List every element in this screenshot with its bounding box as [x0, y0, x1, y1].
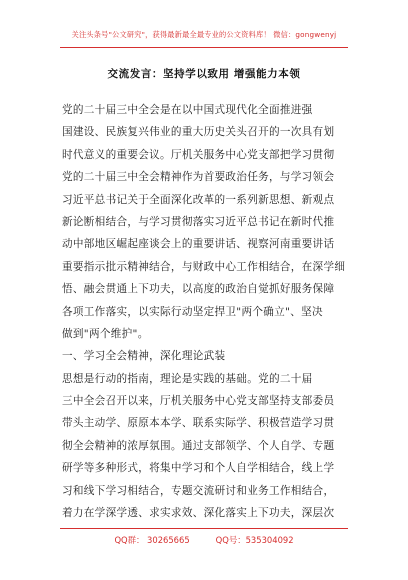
document-body [62, 99, 348, 524]
body-line: 习近平总书记关于全面深化改革的一系列新思想、新观点 [62, 193, 335, 206]
body-line: 重要指示批示精神结合，与财政中心工作相结合，在深学细 [62, 260, 346, 273]
body-line: 彻全会精神的浓厚氛围。通过支部领学、个人自学、专题 [62, 439, 335, 452]
document-title: 交流发言：坚持学以致用 增强能力本领 [107, 68, 301, 80]
body-line: 国建设、民族复兴伟业的重大历史关头召开的一次具有划 [62, 126, 335, 139]
footer-divider [60, 528, 348, 529]
header-notice: 关注头条号"公文研究"，获得最新最全最专业的公文资料库！ 微信：gongwenyj [71, 30, 337, 39]
qq-account-number: QQ号：535304092 [215, 535, 294, 545]
body-line: 新论断相结合，与学习贯彻落实习近平总书记在新时代推 [62, 215, 335, 228]
body-line: 三中全会召开以来，厅机关服务中心党支部坚持支部委员 [62, 395, 335, 408]
body-line: 习和线下学习相结合，专题交流研讨和业务工作相结合， [62, 484, 335, 497]
body-line: 做到"两个维护"。 [62, 327, 149, 340]
header-divider [60, 47, 348, 48]
body-line: 党的二十届三中全会是在以中国式现代化全面推进强 [62, 104, 313, 116]
body-line: 思想是行动的指南，理论是实践的基础。党的二十届 [62, 372, 313, 385]
qq-group-number: QQ群： 30265665 [114, 535, 190, 545]
body-line: 动中部地区崛起座谈会上的重要讲话、视察河南重要讲话 [62, 238, 335, 251]
page-footer [0, 534, 408, 546]
page-header [0, 0, 408, 50]
body-line: 时代意义的重要会议。厅机关服务中心党支部把学习贯彻 [62, 148, 335, 161]
section-heading: 一、学习全会精神，深化理论武装 [62, 350, 226, 363]
body-line: 各项工作落实，以实际行动坚定捍卫"两个确立"、坚决 [62, 305, 323, 318]
body-line: 带头主动学、原原本本学、联系实际学、积极营造学习贯 [62, 417, 335, 430]
body-line: 研学等多种形式，将集中学习和个人自学相结合，线上学 [62, 462, 335, 475]
body-line: 悟、融会贯通上下功夫，以高度的政治自觉抓好服务保障 [62, 283, 335, 296]
body-line: 着力在学深学透、求实求效、深化落实上下功夫，深层次 [62, 507, 335, 520]
body-line: 党的二十届三中全会精神作为首要政治任务，与学习领会 [62, 171, 335, 184]
